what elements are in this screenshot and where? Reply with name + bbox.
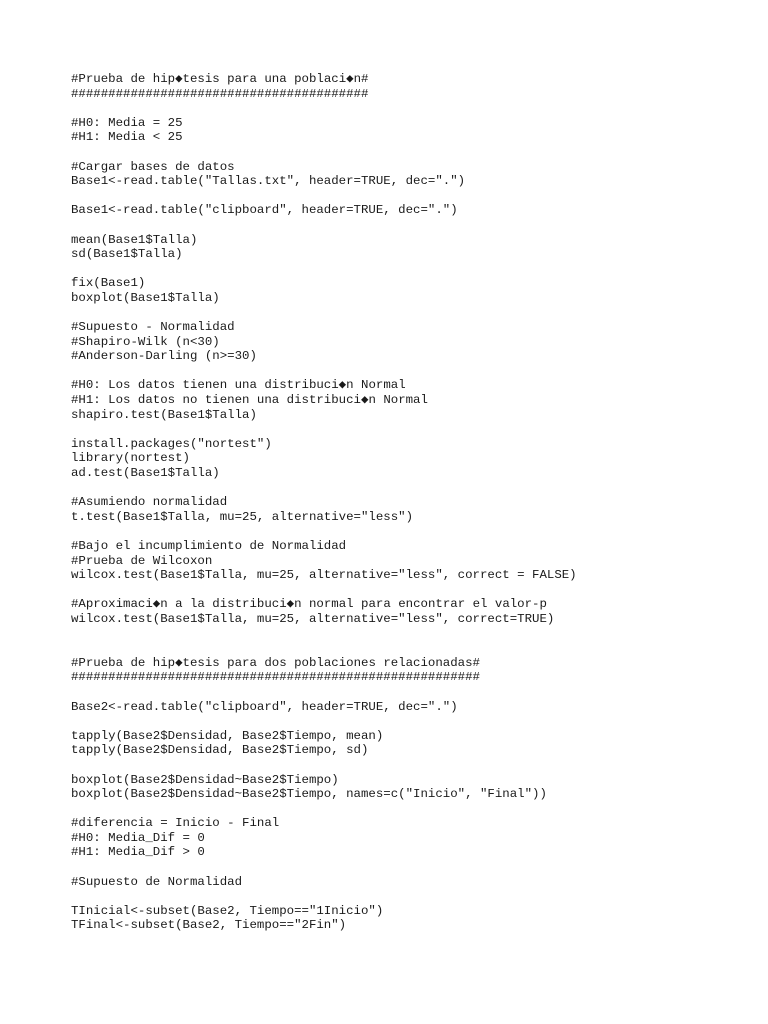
code-line: sd(Base1$Talla) xyxy=(71,247,183,262)
code-line: #H0: Media = 25 xyxy=(71,115,183,130)
code-line: TInicial<-subset(Base2, Tiempo=="1Inicio") xyxy=(71,903,384,918)
code-line: #diferencia = Inicio - Final xyxy=(71,816,280,831)
code-line: #Bajo el incumplimiento de Normalidad xyxy=(71,539,347,553)
code-line: install.packages("nortest") xyxy=(71,436,272,451)
code-line xyxy=(71,189,751,204)
code-line: #Anderson-Darling (n>=30) xyxy=(71,349,257,364)
r-script-text xyxy=(71,72,751,933)
code-line: #H1: Media_Dif > 0 xyxy=(71,845,205,860)
code-line: ad.test(Base1$Talla) xyxy=(71,466,220,481)
code-line: #H1: Media < 25 xyxy=(71,130,183,145)
code-line xyxy=(71,641,751,656)
code-line xyxy=(71,145,751,160)
code-line: tapply(Base2$Densidad, Base2$Tiempo, sd) xyxy=(71,743,369,758)
code-line: library(nortest) xyxy=(71,451,190,466)
code-line xyxy=(71,364,751,379)
code-line xyxy=(71,306,751,321)
code-line xyxy=(71,422,751,437)
code-line xyxy=(71,714,751,729)
code-line: Base1<-read.table("clipboard", header=TRUE, dec=".") xyxy=(71,203,458,218)
code-line: #Supuesto de Normalidad xyxy=(71,874,243,889)
code-line xyxy=(71,524,751,539)
code-line xyxy=(71,481,751,496)
code-line: Base1<-read.table("Tallas.txt", header=TRUE, dec=".") xyxy=(71,174,466,189)
code-line: fix(Base1) xyxy=(71,276,146,291)
code-line: #Prueba de hip◆tesis para dos poblaciones relacionadas# xyxy=(71,655,480,670)
code-line: t.test(Base1$Talla, mu=25, alternative="less") xyxy=(71,509,414,524)
code-line: #Prueba de Wilcoxon xyxy=(71,553,213,568)
code-line: #Shapiro-Wilk (n<30) xyxy=(71,334,220,349)
code-line xyxy=(71,262,751,277)
code-line xyxy=(71,860,751,875)
code-line: tapply(Base2$Densidad, Base2$Tiempo, mean) xyxy=(71,728,384,743)
code-line: #Prueba de hip◆tesis para una poblaci◆n# xyxy=(71,72,369,86)
code-line xyxy=(71,218,751,233)
code-line: #H0: Los datos tienen una distribuci◆n Normal xyxy=(71,378,406,393)
code-line xyxy=(71,889,751,904)
code-line: #H1: Los datos no tienen una distribuci◆n Normal xyxy=(71,393,428,408)
code-line: ######################################## xyxy=(71,86,369,101)
code-line xyxy=(71,101,751,116)
code-line: boxplot(Base1$Talla) xyxy=(71,290,220,305)
code-line: wilcox.test(Base1$Talla, mu=25, alternative="less", correct=TRUE) xyxy=(71,611,555,626)
code-line: TFinal<-subset(Base2, Tiempo=="2Fin") xyxy=(71,918,347,933)
code-line xyxy=(71,802,751,817)
code-line: wilcox.test(Base1$Talla, mu=25, alternative="less", correct = FALSE) xyxy=(71,568,577,583)
code-line: boxplot(Base2$Densidad~Base2$Tiempo) xyxy=(71,772,339,787)
code-line: mean(Base1$Talla) xyxy=(71,232,198,247)
code-line: boxplot(Base2$Densidad~Base2$Tiempo, names=c("Inicio", "Final")) xyxy=(71,787,547,802)
code-line: #Aproximaci◆n a la distribuci◆n normal para encontrar el valor-p xyxy=(71,597,547,612)
code-line xyxy=(71,627,751,642)
code-line xyxy=(71,685,751,700)
code-line: Base2<-read.table("clipboard", header=TRUE, dec=".") xyxy=(71,699,458,714)
code-line xyxy=(71,758,751,773)
code-line: shapiro.test(Base1$Talla) xyxy=(71,407,257,422)
code-line xyxy=(71,583,751,598)
code-line: #H0: Media_Dif = 0 xyxy=(71,830,205,845)
code-line: #Cargar bases de datos xyxy=(71,159,235,174)
code-line: #Supuesto - Normalidad xyxy=(71,320,235,335)
code-line: ####################################################### xyxy=(71,670,480,685)
code-line: #Asumiendo normalidad xyxy=(71,495,228,510)
